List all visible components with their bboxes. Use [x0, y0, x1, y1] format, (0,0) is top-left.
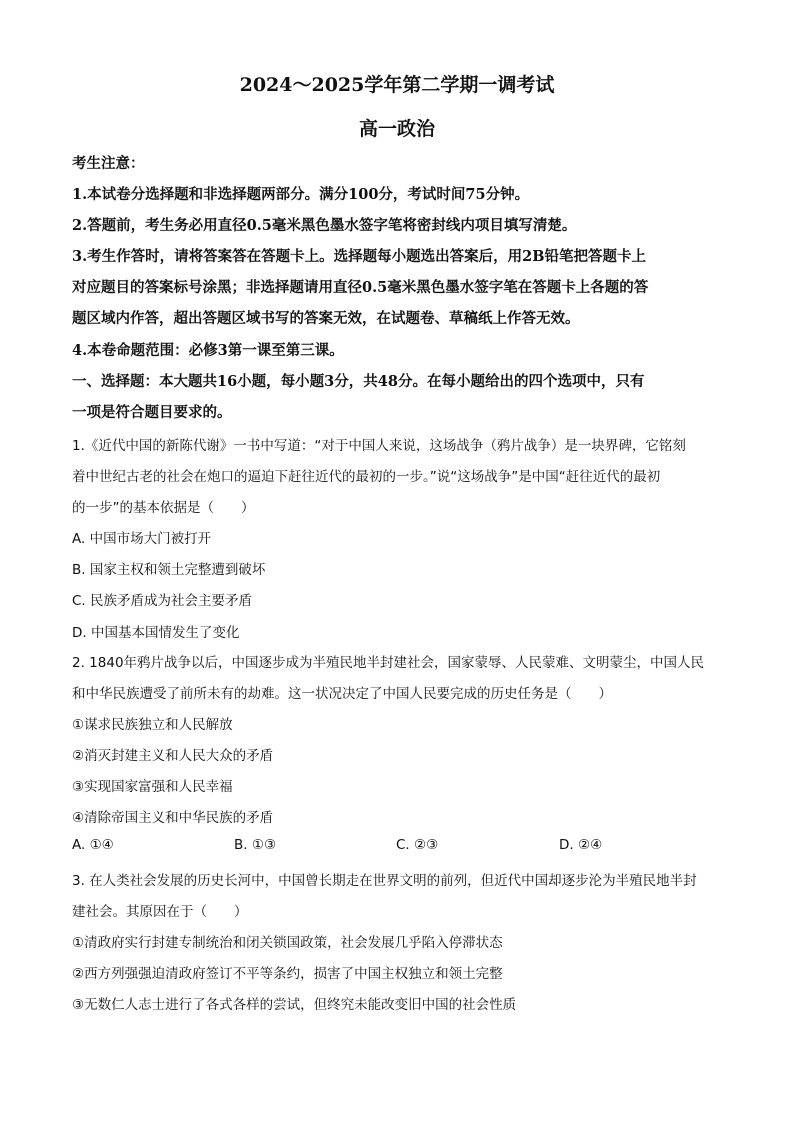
statement-item: ①谋求民族独立和人民解放: [72, 717, 233, 733]
statement-item: ②消灭封建主义和人民大众的矛盾: [72, 748, 274, 764]
statement-item: ④清除帝国主义和中华民族的矛盾: [72, 810, 274, 826]
notice-line: 3.考生作答时，请将答案答在答题卡上。选择题每小题选出答案后，用2B铅笔把答题卡上: [72, 248, 646, 265]
option-b: B. 国家主权和领土完整遭到破坏: [72, 562, 266, 578]
option-d: D. 中国基本国情发生了变化: [72, 625, 240, 641]
notice-line: 对应题目的答案标号涂黑；非选择题请用直径0.5毫米黑色墨水签字笔在答题卡上各题的答: [72, 279, 649, 296]
notice-line: 题区域内作答，超出答题区域书写的答案无效，在试题卷、草稿纸上作答无效。: [72, 310, 580, 327]
question-stem-line: 1.《近代中国的新陈代谢》一书中写道：“对于中国人来说，这场战争（鸦片战争）是一块界碑，它铭刻: [72, 438, 686, 454]
question-stem-line: 的一步”的基本依据是（ ）: [72, 500, 255, 516]
question-stem-line: 2. 1840年鸦片战争以后，中国逐步成为半殖民地半封建社会，国家蒙辱、人民蒙难、文明蒙尘，中国人民: [72, 655, 705, 671]
notice-line: 2.答题前，考生务必用直径0.5毫米黑色墨水签字笔将密封线内项目填写清楚。: [72, 217, 577, 234]
option-c: C. ②③: [396, 837, 439, 853]
statement-item: ③无数仁人志士进行了各式各样的尝试，但终究未能改变旧中国的社会性质: [72, 997, 517, 1013]
exam-title: 2024～2025学年第二学期一调考试: [239, 74, 555, 96]
option-b: B. ①③: [234, 837, 277, 853]
exam-subject: 高一政治: [358, 118, 435, 140]
statement-item: ③实现国家富强和人民幸福: [72, 779, 233, 795]
option-c: C. 民族矛盾成为社会主要矛盾: [72, 593, 253, 609]
option-a: A. ①④: [72, 837, 114, 853]
option-a: A. 中国市场大门被打开: [72, 531, 212, 547]
option-d: D. ②④: [559, 837, 603, 853]
notice-line: 1.本试卷分选择题和非选择题两部分。满分100分，考试时间75分钟。: [72, 186, 530, 203]
question-stem-line: 和中华民族遭受了前所未有的劫难。这一状况决定了中国人民要完成的历史任务是（ ）: [72, 686, 612, 702]
statement-item: ②西方列强强迫清政府签订不平等条约，损害了中国主权独立和领土完整: [72, 966, 503, 982]
notice-heading: 考生注意：: [72, 155, 145, 172]
statement-item: ①清政府实行封建专制统治和闭关锁国政策，社会发展几乎陷入停滞状态: [72, 935, 503, 951]
question-stem-line: 3. 在人类社会发展的历史长河中，中国曾长期走在世界文明的前列，但近代中国却逐步沦为半殖民地半封: [72, 873, 697, 889]
question-stem-line: 着中世纪古老的社会在炮口的逼迫下赶往近代的最初的一步。”说“这场战争”是中国“赶往近代的最初: [72, 469, 661, 485]
section-line: 一项是符合题目要求的。: [72, 404, 232, 421]
notice-line: 4.本卷命题范围：必修3第一课至第三课。: [72, 342, 344, 359]
section-line: 一、选择题：本大题共16小题，每小题3分，共48分。在每小题给出的四个选项中，只有: [72, 373, 645, 390]
question-stem-line: 建社会。其原因在于（ ）: [72, 904, 248, 920]
